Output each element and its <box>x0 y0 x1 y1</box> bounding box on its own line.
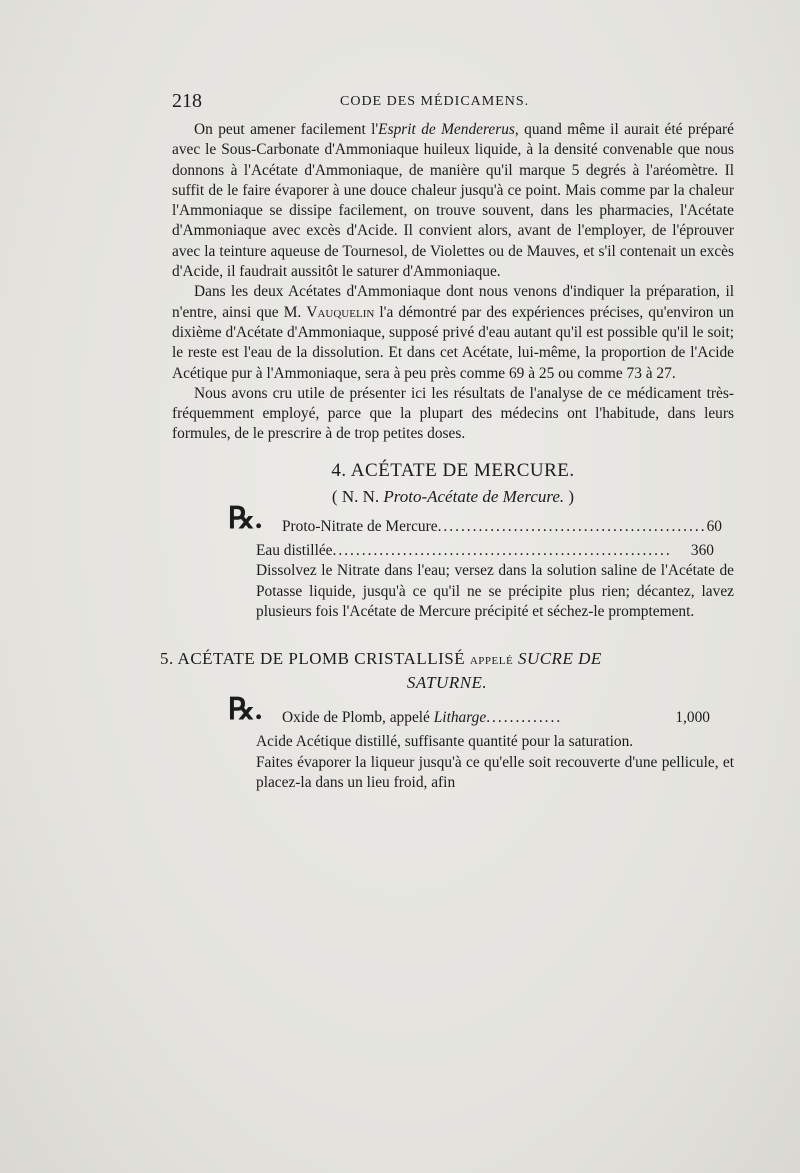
paragraph-3: Nous avons cru utile de présenter ici les résultats de l'analyse de ce médicament très-fréquemment employé, parce que la plupart des médecins ont l'habitude, dans leurs formules, de le prescrire à de trop petites doses. <box>172 384 734 443</box>
ingredient-line <box>256 732 734 752</box>
section-4-instructions <box>256 561 734 622</box>
paragraph-2-text-a: Dans les deux Acétates d'Ammoniaque dont nous venons d'indiquer la préparation, il n'entre, ainsi que M. <box>172 283 734 321</box>
page-number: 218 <box>172 90 202 112</box>
section-4-recipe-row-1 <box>172 502 734 541</box>
running-header <box>172 90 732 118</box>
section-5-title-italic: SUCRE DE <box>513 649 602 669</box>
paragraph-1-text-b: , quand même il aurait été préparé avec le Sous-Carbonate d'Ammoniaque huileux liquide, à la densité convenable que nous donnons à l'Acétate d'Ammoniaque, de manière qu'il marque 5 degrés à l'aréomètre. Il suffit de le faire évaporer à une douce chaleur jusqu'à ce point. Mais comme par la chaleur l'Ammoniaque se dissipe facilement, on trouve souvent, dans les pharmacies, l'Acétate d'Ammoniaque avec excès d'Acide. Il convient alors, avant de l'employer, de l'éprouver avec la teinture aqueuse de Tournesol, de Violettes ou de Mauves, et s'il contenait un excès d'Acide, il faudrait aussitôt le saturer d'Ammoniaque. <box>172 121 735 281</box>
ingredient-text: Acide Acétique distillé, suffisante quantité pour la saturation. <box>256 733 634 751</box>
paragraph-1-text-a: On peut amener facilement l' <box>194 121 379 138</box>
paragraph-1-italic: Esprit de Mendererus <box>378 121 515 138</box>
section-4-title: 4. ACÉTATE DE MERCURE. <box>331 459 575 481</box>
ingredient-name <box>282 708 486 728</box>
section-5-title-a: 5. ACÉTATE DE PLOMB CRISTALLISÉ <box>160 649 470 669</box>
ingredient-name: Proto-Nitrate de Mercure <box>282 518 438 536</box>
page-body <box>160 120 735 793</box>
ingredient-line <box>282 708 734 728</box>
section-5-recipe-row-1 <box>172 693 734 732</box>
ingredient-name-text: Oxide de Plomb, appelé <box>282 709 434 727</box>
ingredient-quantity: 360 <box>690 542 714 560</box>
ingredient-line <box>282 517 734 537</box>
author-name: Vauquelin <box>306 303 375 321</box>
leader-dots: .............................................. <box>437 518 707 536</box>
section-4-subtitle-pre: ( N. N. <box>331 486 384 506</box>
ingredient-line <box>256 541 734 561</box>
section-5-title-small: APPELÉ <box>469 655 514 668</box>
section-4-subtitle-post: ) <box>564 486 575 506</box>
ingredient-name: Eau distillée <box>256 542 333 560</box>
ingredient-quantity: 1,000 <box>675 709 710 727</box>
paragraph-2-text-b: l'a démontré par des expériences précises, qu'environ un dixième d'Acétate d'Ammoniaque, supposé privé d'eau autant qu'il est possible qu'il le soit; le reste est l'eau de la dissolution. Et dans cet Acétate, lui-même, la proportion de l'Acide Acétique pur à l'Ammoniaque, sera à peu près comme 69 à 25 ou comme 73 à 27. <box>172 303 734 382</box>
recipe-symbol: ℞. <box>228 693 263 727</box>
running-title: CODE DES MÉDICAMENS. <box>340 94 530 109</box>
section-5-title <box>160 648 734 694</box>
section-4-instructions-text: Dissolvez le Nitrate dans l'eau; versez dans la solution saline de l'Acétate de Potasse liquide, jusqu'à ce qu'il ne se précipite plus rien; décantez, lavez plusieurs fois l'Acétate de Mercure précipité et séchez-le promptement. <box>256 562 734 620</box>
paragraph-1 <box>172 120 734 282</box>
paragraph-2 <box>172 282 734 383</box>
leader-dots: ............. <box>486 709 563 727</box>
section-4-subtitle-italic: Proto-Acétate de Mercure. <box>383 486 565 506</box>
section-5-instructions <box>256 753 734 794</box>
recipe-symbol: ℞. <box>228 502 263 536</box>
section-5-title-line-2: SATURNE. <box>406 673 488 693</box>
ingredient-quantity: 60 <box>706 518 722 536</box>
leader-dots: .......................................................... <box>332 542 672 560</box>
ingredient-name-italic: Litharge <box>433 709 487 727</box>
section-5-instructions-text: Faites évaporer la liqueur jusqu'à ce qu'elle soit recouverte d'une pellicule, et placez-la dans un lieu froid, afin <box>256 753 734 791</box>
